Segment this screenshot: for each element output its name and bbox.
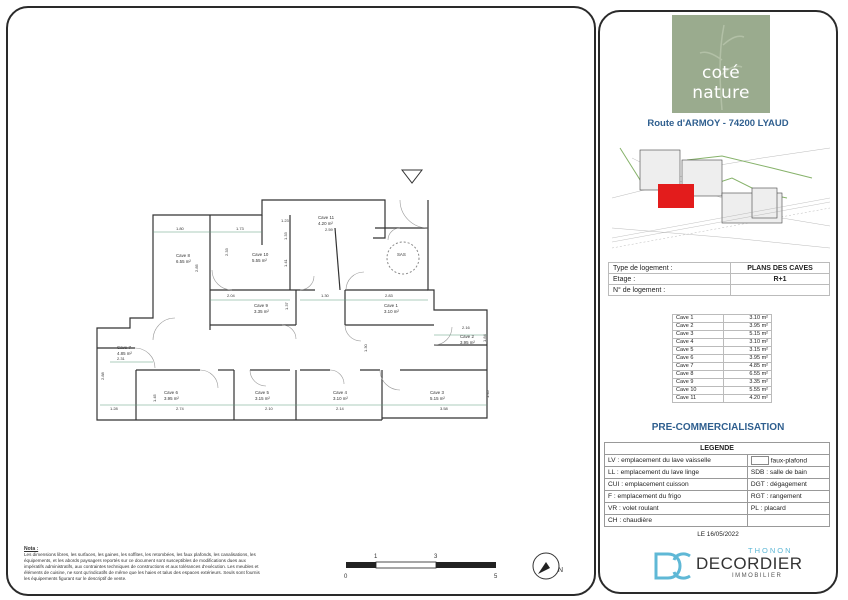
dim-label: 2.04 (227, 293, 235, 298)
legend-table (604, 442, 830, 527)
legend-item: RGT : rangement (747, 491, 829, 503)
notes-line: éléments de cuisine, ne sont qu'indicatifs de même que les haies et talus des espaces extérieurs. Seuls sont fournis (24, 570, 260, 575)
cave-name: Cave 4 (673, 339, 724, 347)
table-row (673, 323, 772, 331)
legend-item: SDB : salle de bain (747, 467, 829, 479)
dim-label: 2.31 (117, 356, 125, 361)
cave-area: 4.20 m² (724, 395, 772, 403)
table-row (673, 355, 772, 363)
legend-title: LEGENDE (605, 443, 830, 455)
cave-name: Cave 3 (673, 331, 724, 339)
cave-area: 6.55 m² (724, 371, 772, 379)
dim-label: 3.58 (440, 406, 448, 411)
north-label: N (558, 567, 564, 574)
dim-label: 1.80 (176, 226, 184, 231)
cave-area: 5.15 m² (724, 331, 772, 339)
cave-area: 3.95 m² (724, 323, 772, 331)
room-label-cave-4: Cave 4 (333, 390, 347, 395)
caves-table (672, 314, 772, 403)
cave-area: 5.55 m² (724, 387, 772, 395)
scale-segment (346, 562, 376, 568)
notes-line: équipements, et les abords paysagers reportés sur ce document sont susceptibles de modifications dues aux (24, 558, 246, 563)
legend-item-label: faux-plafond (770, 457, 808, 465)
dim-label: 1.45 (152, 394, 157, 402)
dim-label: 1.33 (283, 232, 288, 240)
cave-name: Cave 10 (673, 387, 724, 395)
dim-label: 1.30 (321, 293, 329, 298)
sas-label: SAS (397, 252, 406, 257)
notes-title: Nota : (24, 546, 39, 552)
room-label-cave-1: Cave 1 (384, 303, 398, 308)
north-arrow-icon (528, 548, 568, 584)
room-label-cave-9: Cave 9 (254, 303, 268, 308)
dim-label: 2.85 (194, 264, 199, 272)
dim-label: 2.59 (325, 227, 333, 232)
legend-item: CUI : emplacement cuisson (605, 479, 748, 491)
cave-area: 3.95 m² (724, 355, 772, 363)
dim-label: 2.14 (336, 406, 344, 411)
dim-label: 2.83 (385, 293, 393, 298)
scale-segment (376, 562, 436, 568)
room-area-cave-5: 3.15 m² (255, 396, 270, 401)
room-label-cave-8: Cave 8 (176, 253, 190, 258)
scale-tick: 3 (434, 554, 438, 560)
room-area-cave-8: 6.55 m² (176, 259, 191, 264)
cave-area: 3.35 m² (724, 379, 772, 387)
cave-name: Cave 8 (673, 371, 724, 379)
legend-item: PL : placard (747, 503, 829, 515)
dim-label: 1.30 (363, 344, 368, 352)
room-area-cave-2: 3.95 m² (460, 340, 475, 345)
outer-wall (153, 200, 385, 238)
cave-name: Cave 9 (673, 379, 724, 387)
address: Route d'ARMOY - 74200 LYAUD (647, 118, 789, 129)
dim-label: 1.84 (482, 334, 487, 342)
room-area-cave-1: 3.10 m² (384, 309, 399, 314)
table-row (673, 339, 772, 347)
cave-area: 3.10 m² (724, 339, 772, 347)
room-label-cave-10: Cave 10 (252, 252, 269, 257)
room-area-cave-10: 5.55 m² (252, 258, 267, 263)
decordier-logo-icon (654, 550, 692, 582)
dim-label: 2.88 (100, 372, 105, 380)
dim-label: 1.37 (284, 302, 289, 310)
cave-name: Cave 7 (673, 363, 724, 371)
notes-line: impératifs administratifs, aux contraintes techniques de constructions et aux tolérances d'exécution. Les meubles et (24, 564, 259, 569)
notes-line: les équipements figurant sur le descriptif de vente. (24, 576, 127, 581)
faux-plafond-swatch (751, 456, 769, 465)
pre-commercialisation-heading: PRE-COMMERCIALISATION (651, 422, 785, 433)
outer-wall (97, 219, 153, 420)
dim-label: 1.41 (283, 259, 288, 267)
door-swing (153, 318, 175, 340)
cave-area: 4.85 m² (724, 363, 772, 371)
dim-label: 2.74 (176, 406, 184, 411)
legend-item (747, 455, 829, 467)
table-row (673, 331, 772, 339)
info-value: PLANS DES CAVES (731, 263, 830, 274)
cave-name: Cave 5 (673, 347, 724, 355)
room-label-cave-3: Cave 3 (430, 390, 444, 395)
dim-label: 1.45 (485, 390, 490, 398)
legend-item: CH : chaudière (605, 515, 748, 527)
info-label: Type de logement : (609, 263, 731, 274)
info-table (608, 262, 830, 296)
room-label-cave-5: Cave 5 (255, 390, 269, 395)
dim-label: 2.10 (265, 406, 273, 411)
room-area-cave-3: 5.15 m² (430, 396, 445, 401)
cave-area: 3.10 m² (724, 315, 772, 323)
room-label-cave-7: Cave 7 (117, 345, 131, 350)
room-label-cave-6: Cave 6 (164, 390, 178, 395)
cave-name: Cave 2 (673, 323, 724, 331)
legend-item: LV : emplacement du lave vaisselle (605, 455, 748, 467)
document-date: LE 16/05/2022 (697, 531, 739, 538)
info-value: R+1 (731, 274, 830, 285)
info-value (731, 285, 830, 296)
info-label: N° de logement : (609, 285, 731, 296)
room-area-cave-4: 3.10 m² (333, 396, 348, 401)
site-plan (612, 138, 830, 256)
notes (24, 546, 324, 582)
dim-label: 2.16 (462, 325, 470, 330)
table-row (673, 395, 772, 403)
table-row (673, 379, 772, 387)
scale-tick: 0 (344, 574, 348, 580)
highlighted-caves-area (658, 184, 694, 208)
room-area-cave-6: 3.95 m² (164, 396, 179, 401)
table-row (673, 387, 772, 395)
room-label-cave-2: Cave 2 (460, 334, 474, 339)
brand-subtitle: IMMOBILIER (732, 573, 783, 579)
cave-name: Cave 11 (673, 395, 724, 403)
table-row (673, 363, 772, 371)
brand-logo-box (672, 15, 770, 113)
brand-name: DECORDIER (696, 554, 803, 573)
scale-tick: 1 (374, 554, 378, 560)
room-label-cave-11: Cave 11 (318, 215, 335, 220)
info-label: Etage : (609, 274, 731, 285)
table-row (673, 347, 772, 355)
cave-name: Cave 6 (673, 355, 724, 363)
legend-item: DGT : dégagement (747, 479, 829, 491)
notes-line: Les dimensions libres, les surfaces, les gaines, les soffites, les retombées, les faux plafonds, les canalisations, les (24, 552, 256, 557)
dim-label: 1.23 (281, 218, 289, 223)
table-row (673, 315, 772, 323)
scale-segment (436, 562, 496, 568)
scale-bar (340, 548, 510, 584)
table-row (673, 371, 772, 379)
cave-area: 3.15 m² (724, 347, 772, 355)
brand-city: THONON (748, 546, 793, 555)
dim-label: 1.73 (236, 226, 244, 231)
room-area-cave-7: 4.85 m² (117, 351, 132, 356)
scale-tick: 5 (494, 574, 498, 580)
cave-name: Cave 1 (673, 315, 724, 323)
entrance-arrow (402, 170, 422, 183)
legend-item (747, 515, 829, 527)
legend-item: VR : volet roulant (605, 503, 748, 515)
dim-label: 2.33 (224, 248, 229, 256)
room-area-cave-11: 4.20 m² (318, 221, 333, 226)
legend-item: LL : emplacement du lave linge (605, 467, 748, 479)
room-area-cave-9: 3.35 m² (254, 309, 269, 314)
legend-item: F : emplacement du frigo (605, 491, 748, 503)
brand-logo-text: coté nature (692, 63, 750, 103)
dim-label: 1.28 (110, 406, 118, 411)
sas-circle (387, 242, 419, 274)
